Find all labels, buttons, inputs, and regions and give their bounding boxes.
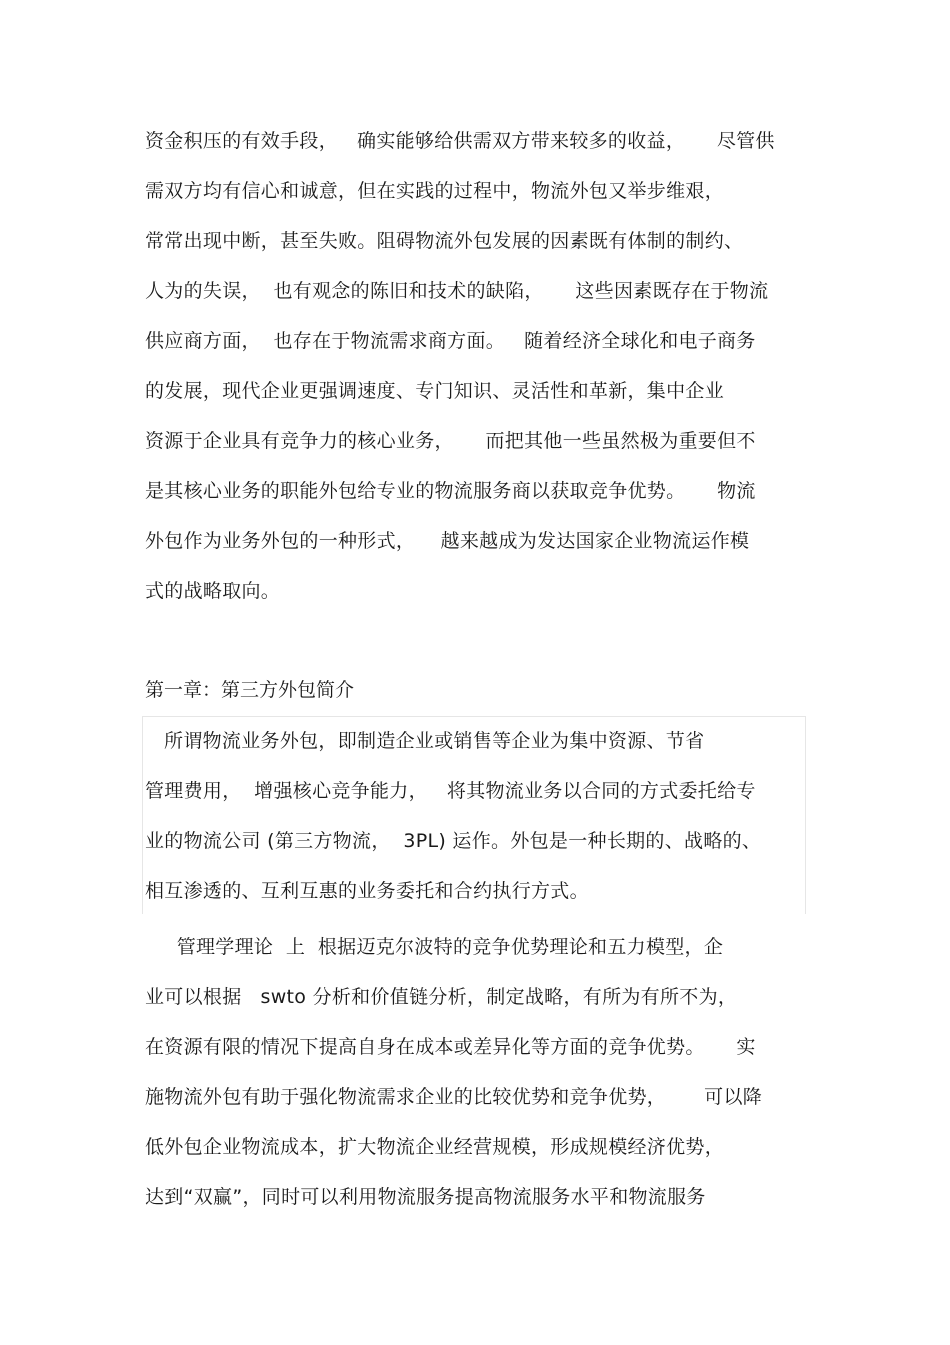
text-line: 在资源有限的情况下提高自身在成本或差异化等方面的竞争优势。 实 [145, 1036, 756, 1058]
text-line: 业的物流公司 (第三方物流， 3PL) 运作。外包是一种长期的、战略的、 [145, 830, 762, 852]
text-line: 施物流外包有助于强化物流需求企业的比较优势和竞争优势， 可以降 [145, 1086, 763, 1108]
text-line: 达到“双赢”，同时可以利用物流服务提高物流服务水平和物流服务 [145, 1186, 706, 1208]
text-line: 管理费用， 增强核心竞争能力， 将其物流业务以合同的方式委托给专 [145, 780, 756, 802]
text-line: 的发展，现代企业更强调速度、专门知识、灵活性和革新，集中企业 [145, 380, 725, 402]
text-line: 资金积压的有效手段， 确实能够给供需双方带来较多的收益， 尽管供 [145, 130, 775, 152]
text-line: 需双方均有信心和诚意，但在实践的过程中，物流外包又举步维艰， [145, 180, 725, 202]
text-line: 是其核心业务的职能外包给专业的物流服务商以获取竞争优势。 物流 [145, 480, 756, 502]
text-line: 管理学理论 上 根据迈克尔波特的竞争优势理论和五力模型，企 [145, 936, 724, 958]
text-line: 资源于企业具有竞争力的核心业务， 而把其他一些虽然极为重要但不 [145, 430, 756, 452]
text-line: 供应商方面， 也存在于物流需求商方面。 随着经济全球化和电子商务 [145, 330, 756, 352]
text-line: 业可以根据 swto 分析和价值链分析，制定战略，有所为有所不为， [145, 986, 738, 1008]
text-line: 所谓物流业务外包，即制造企业或销售等企业为集中资源、节省 [145, 730, 705, 752]
text-line: 外包作为业务外包的一种形式， 越来越成为发达国家企业物流运作模 [145, 530, 750, 552]
text-line: 常常出现中断，甚至失败。阻碍物流外包发展的因素既有体制的制约、 [145, 230, 744, 252]
text-line: 相互渗透的、互利互惠的业务委托和合约执行方式。 [145, 880, 589, 902]
text-line: 式的战略取向。 [145, 580, 281, 602]
text-line: 人为的失误， 也有观念的陈旧和技术的缺陷， 这些因素既存在于物流 [145, 280, 769, 302]
chapter-heading: 第一章：第三方外包简介 [145, 679, 355, 701]
text-line: 低外包企业物流成本，扩大物流企业经营规模，形成规模经济优势， [145, 1136, 725, 1158]
